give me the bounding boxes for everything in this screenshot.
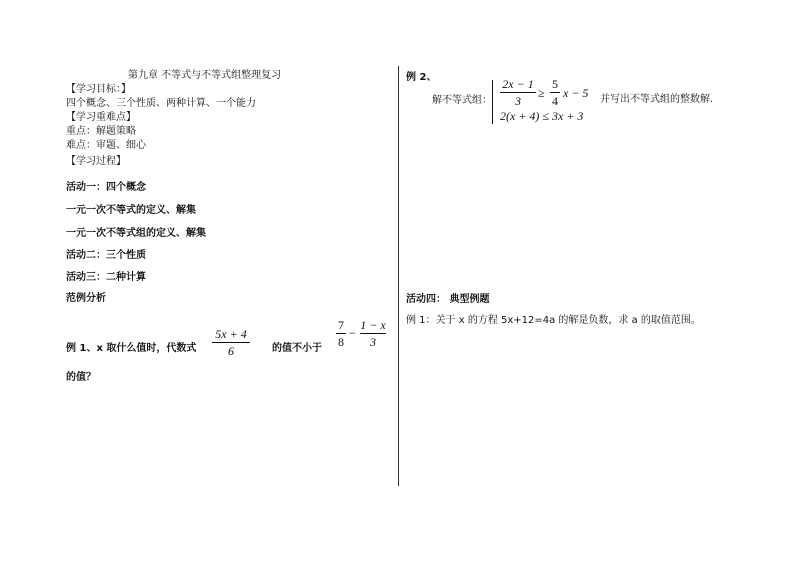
minus-sign: −: [349, 326, 356, 340]
example-1-middle: 的值不小于: [272, 343, 322, 354]
activity-1: 活动一：四个概念: [66, 182, 146, 193]
inequality-1-relation: ≥: [538, 86, 545, 100]
fraction-bar: [550, 92, 560, 93]
inequality-1-rhs-tail: x − 5: [563, 86, 589, 100]
system-brace: [492, 80, 498, 124]
example-1-expression-denominator: 6: [228, 344, 234, 358]
fraction-b-numerator: 1 − x: [360, 318, 386, 332]
example-2-label: 例 2、: [406, 72, 437, 83]
page-title: 第九章 不等式与不等式组整理复习: [128, 70, 282, 81]
rhs-numerator: 5: [552, 77, 558, 91]
goals-header: 【学习目标：】: [66, 84, 131, 95]
inequality-1-denominator: 3: [515, 94, 521, 108]
example-2-prompt: 解不等式组：: [432, 95, 492, 106]
inequality-1-rhs-fraction: [550, 77, 560, 108]
fraction-bar: [360, 333, 386, 334]
fraction-a-numerator: 7: [338, 318, 344, 332]
fraction-b-denominator: 3: [370, 335, 376, 349]
process-header: 【学习过程】: [66, 156, 126, 167]
example-2-suffix: 并写出不等式组的整数解.: [600, 94, 714, 105]
example-1-fraction-a: [336, 318, 346, 349]
activity-2: 活动二：三个性质: [66, 250, 146, 261]
fraction-bar: [336, 333, 346, 334]
examples-header: 范例分析: [66, 293, 106, 304]
fraction-bar: [212, 342, 250, 343]
inequality-1-lhs: [500, 77, 536, 108]
rhs-denominator: 4: [552, 94, 558, 108]
fraction-bar: [500, 92, 536, 93]
example-1-suffix: 的值？: [66, 372, 96, 383]
key-point: 重点：解题策略: [66, 126, 136, 137]
column-divider: [398, 66, 399, 486]
activity-4: 活动四： 典型例题: [406, 294, 490, 305]
concept-1: 一元一次不等式的定义、解集: [66, 205, 196, 216]
example-1-expression: [212, 327, 250, 358]
concept-2: 一元一次不等式组的定义、解集: [66, 228, 206, 239]
example-3: 例 1：关于 x 的方程 5x+12=4a 的解是负数，求 a 的取值范围。: [406, 315, 701, 326]
example-1-fraction-b: [360, 318, 386, 349]
goals-text: 四个概念、三个性质、两种计算、一个能力: [66, 98, 256, 109]
inequality-2: 2(x + 4) ≤ 3x + 3: [500, 109, 584, 123]
example-1-expression-numerator: 5x + 4: [215, 327, 247, 341]
inequality-1-numerator: 2x − 1: [502, 77, 534, 91]
activity-3: 活动三：二种计算: [66, 272, 146, 283]
example-1-prefix: 例 1、x 取什么值时，代数式: [66, 343, 197, 354]
difficulty: 难点：审题、细心: [66, 140, 146, 151]
fraction-a-denominator: 8: [338, 335, 344, 349]
key-header: 【学习重难点】: [66, 112, 136, 123]
